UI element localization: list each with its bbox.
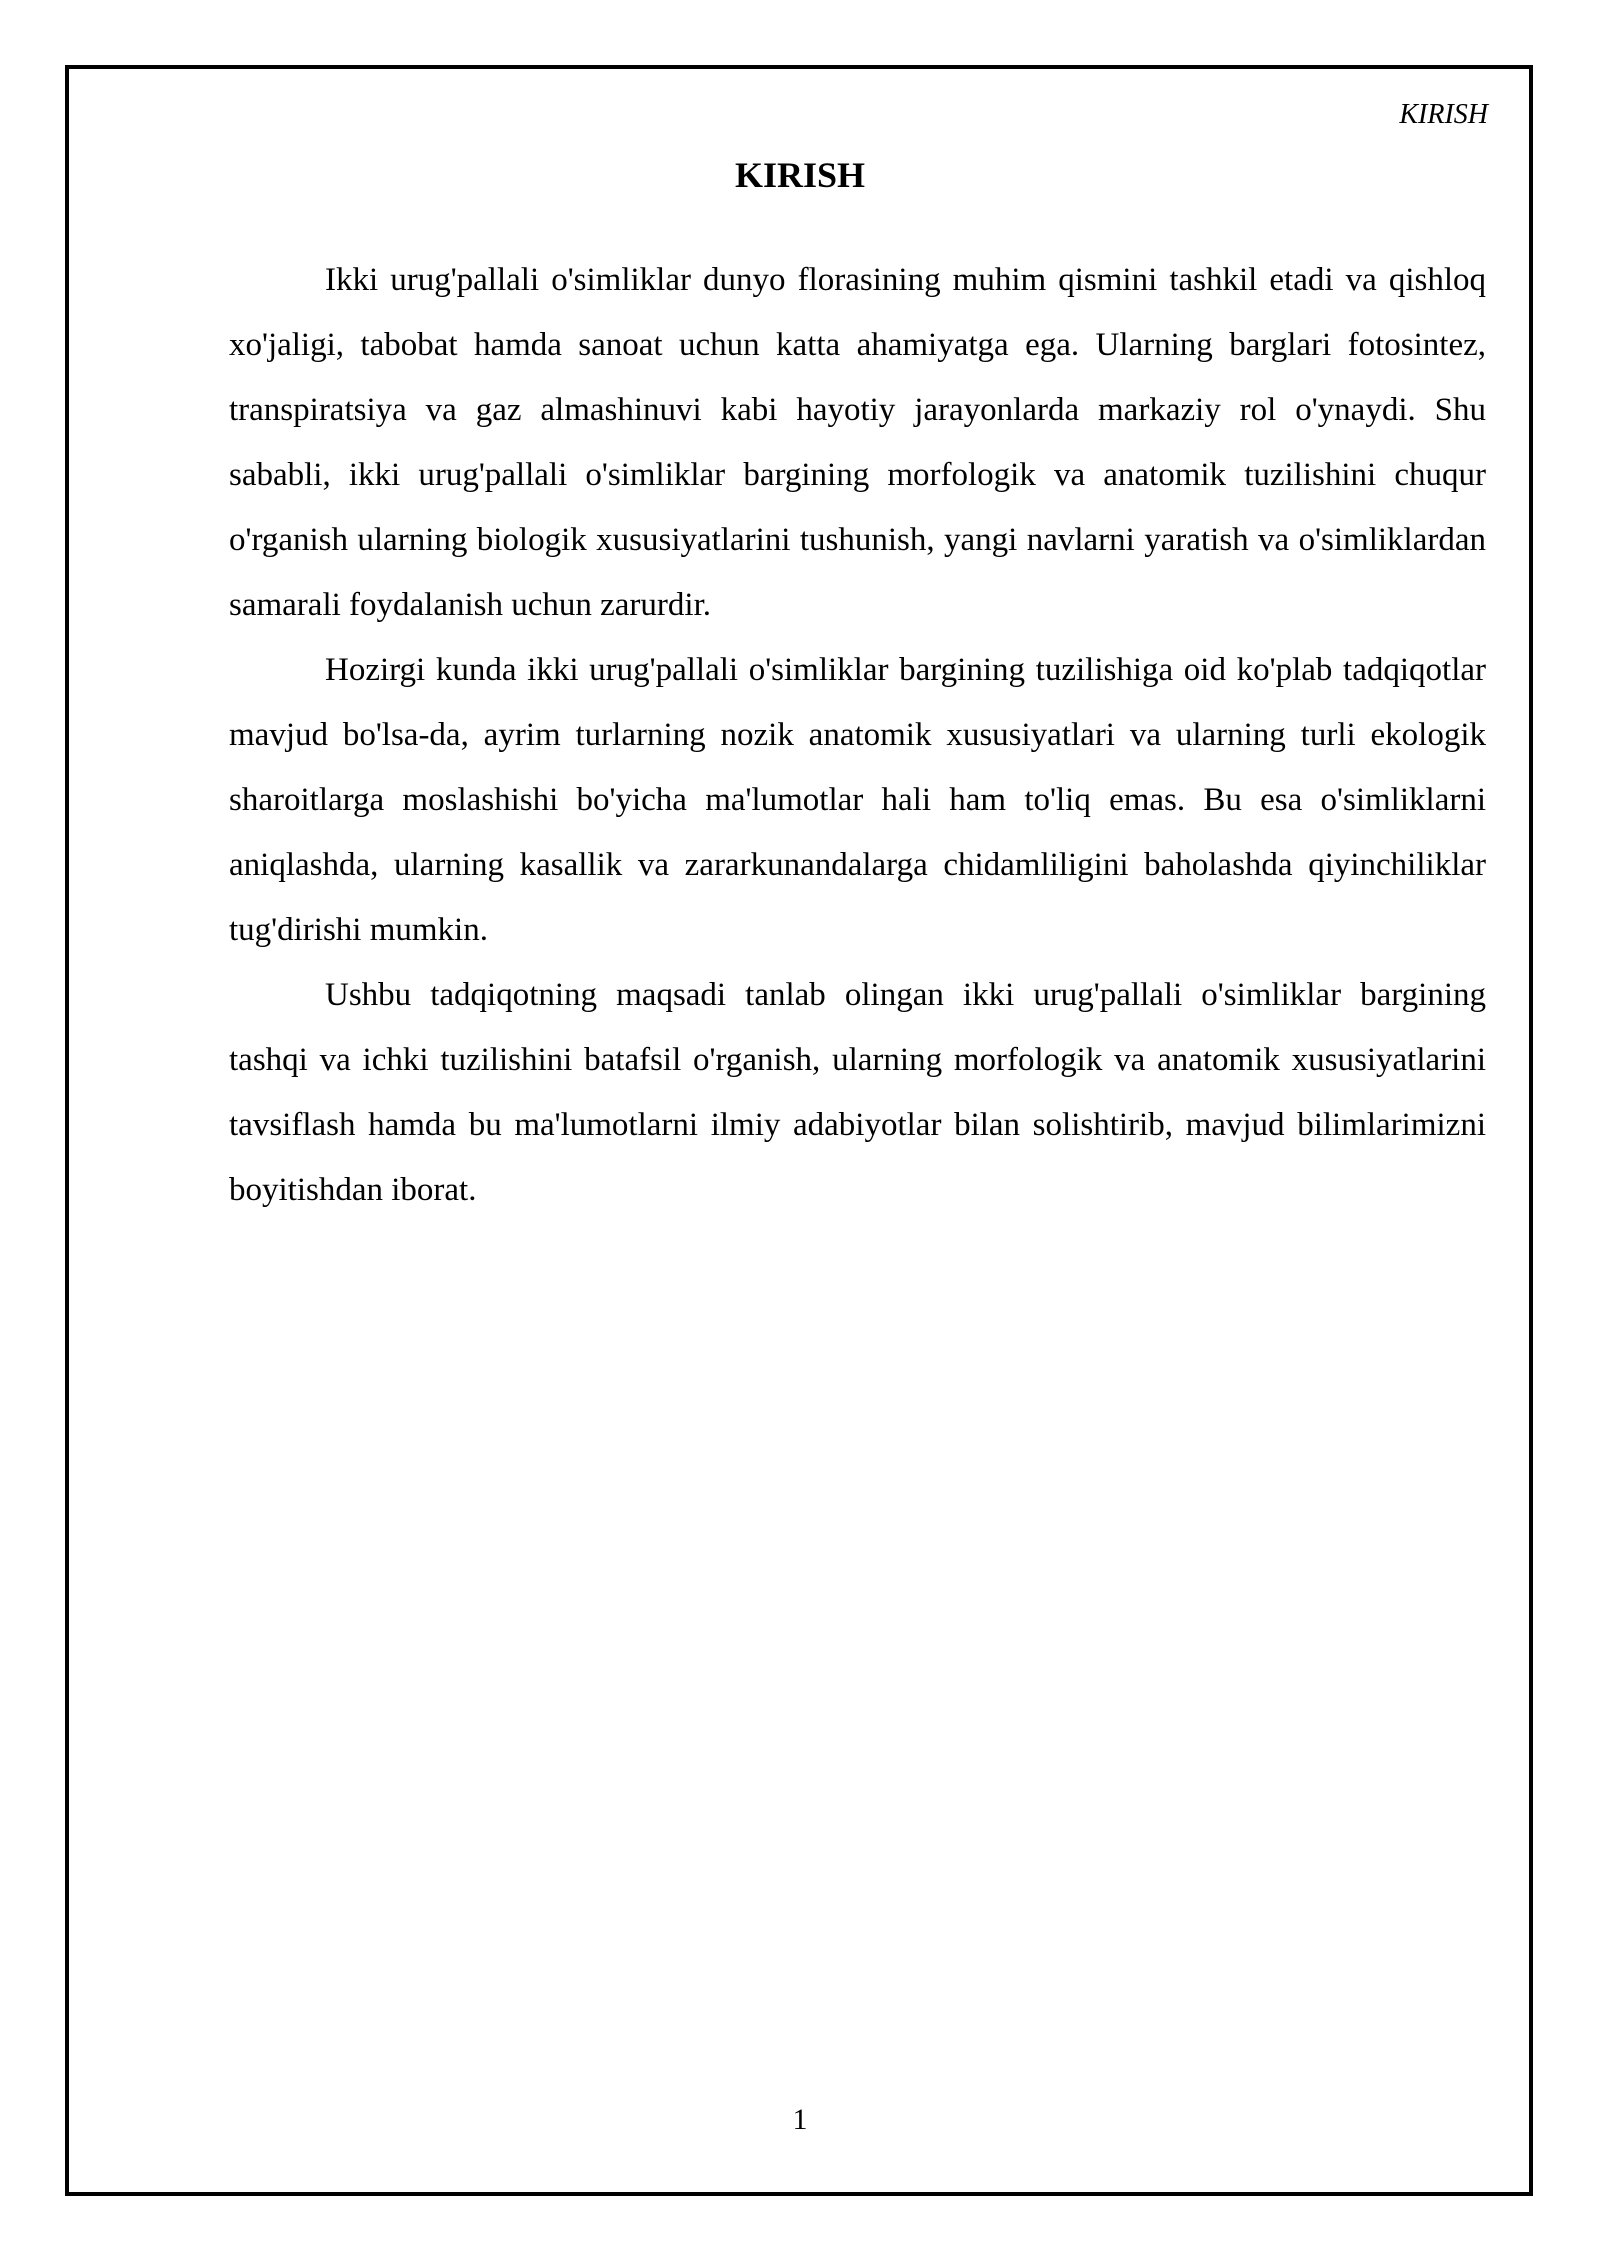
paragraph-1: Ikki urug'pallali o'simliklar dunyo florasining muhim qismini tashkil etadi va qishloq xo'jaligi, tabobat hamda sanoat uchun katta ahamiyatga ega. Ularning barglari fotosintez, transpiratsiya va gaz almashinuvi kabi hayotiy jarayonlarda markaziy rol o'ynaydi. Shu sababli, ikki urug'pallali o'simliklar bargining morfologik va anatomik tuzilishini chuqur o'rganish ularning biologik xususiyatlarini tushunish, yangi navlarni yaratish va o'simliklardan samarali foydalanish uchun zarurdir. [229, 262, 1486, 623]
body-text [229, 248, 1486, 1223]
running-header: KIRISH [1399, 99, 1488, 130]
page-number: 1 [792, 2103, 808, 2136]
paragraph-3: Ushbu tadqiqotning maqsadi tanlab olingan ikki urug'pallali o'simliklar bargining tashqi va ichki tuzilishini batafsil o'rganish, ularning morfologik va anatomik xususiyatlarini tavsiflash hamda bu ma'lumotlarni ilmiy adabiyotlar bilan solishtirib, mavjud bilimlarimizni boyitishdan iborat. [229, 977, 1486, 1208]
paragraph-2: Hozirgi kunda ikki urug'pallali o'simliklar bargining tuzilishiga oid ko'plab tadqiqotlar mavjud bo'lsa-da, ayrim turlarning nozik anatomik xususiyatlari va ularning turli ekologik sharoitlarga moslashishi bo'yicha ma'lumotlar hali ham to'liq emas. Bu esa o'simliklarni aniqlashda, ularning kasallik va zararkunandalarga chidamliligini baholashda qiyinchiliklar tug'dirishi mumkin. [229, 652, 1486, 948]
page-title: KIRISH [734, 155, 866, 195]
